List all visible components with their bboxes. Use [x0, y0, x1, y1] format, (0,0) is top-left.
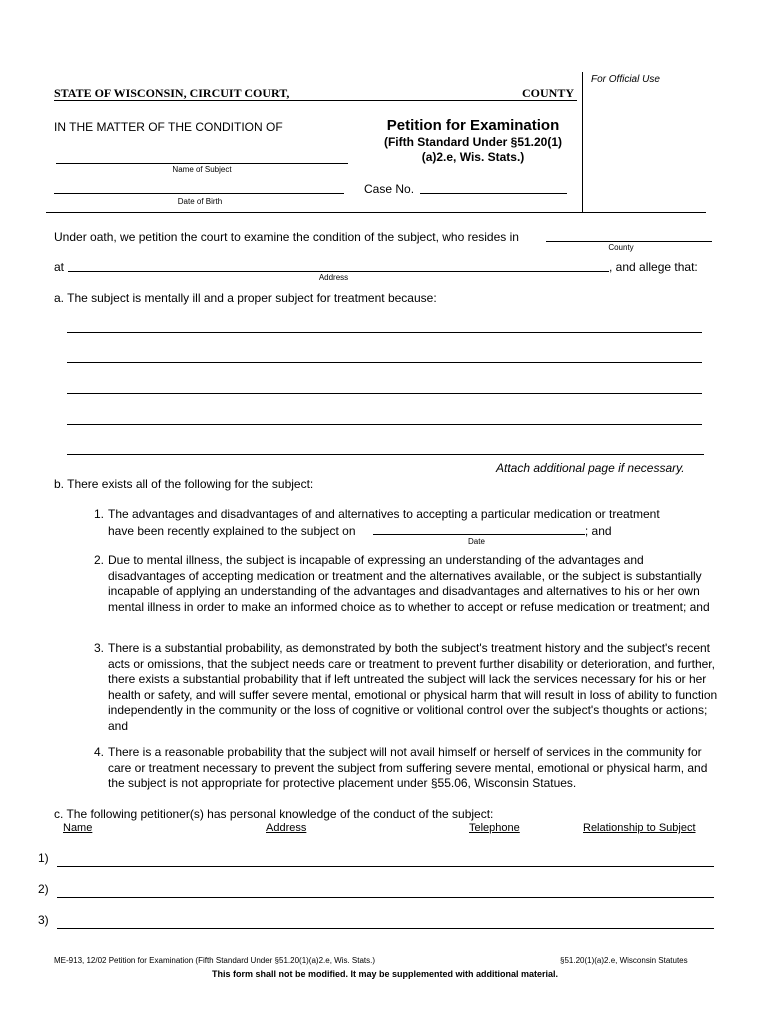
header-divider: [46, 212, 706, 213]
item-b4-number: 4.: [94, 745, 105, 759]
case-no-label: Case No.: [364, 182, 415, 196]
explained-date-field[interactable]: [373, 523, 585, 535]
item-b1-number: 1.: [94, 507, 105, 521]
page-subtitle-1: (Fifth Standard Under §51.20(1): [383, 135, 563, 149]
oath-text: Under oath, we petition the court to examine the condition of the subject, who resides in: [54, 230, 519, 244]
date-sublabel: Date: [468, 537, 485, 546]
county-label: COUNTY: [522, 86, 575, 100]
col-address-header: Address: [266, 822, 307, 834]
item-b2-text: Due to mental illness, the subject is incapable of expressing an understanding of the advantages and disadvantages of accepting medication or treatment and the alternatives available, or the subject is substantially incapable of applying an understanding of the advantages and disadvantages and alternatives to his or her own mental illness in order to make an informed choice as to whether to accept or refuse medication or treatment; and: [108, 553, 710, 614]
petitioner-row-1-field[interactable]: [57, 866, 714, 867]
reason-line-2[interactable]: [67, 362, 702, 363]
petitioner-row-2-label: 2): [38, 882, 49, 896]
item-b1-line1: The advantages and disadvantages of and alternatives to accepting a particular medication or treatment: [108, 507, 660, 521]
official-use-label: For Official Use: [591, 74, 660, 85]
dob-label: Date of Birth: [177, 197, 223, 206]
footer-form-id: ME-913, 12/02 Petition for Examination (Fifth Standard Under §51.20(1)(a)2.e, Wis. Stats.): [54, 956, 376, 965]
col-name-header: Name: [63, 822, 93, 834]
at-label: at: [54, 260, 65, 274]
attach-note: Attach additional page if necessary.: [496, 461, 685, 475]
item-b2: [94, 553, 724, 615]
item-b4-text: There is a reasonable probability that the subject will not avail himself or herself of services in the community for care or treatment necessary to prevent the subject from suffering severe mental, emotional or physical harm, and the subject is not appropriate for protective placement under §55.06, Wisconsin Statues.: [108, 745, 708, 791]
col-relationship-header: Relationship to Subject: [583, 822, 696, 834]
item-b3-number: 3.: [94, 641, 105, 655]
col-telephone-header: Telephone: [469, 822, 520, 834]
item-a-text: a. The subject is mentally ill and a proper subject for treatment because:: [54, 291, 437, 305]
page-subtitle-2: (a)2.e, Wis. Stats.): [421, 150, 525, 164]
petitioner-row-1-label: 1): [38, 851, 49, 865]
item-b1-line2: have been recently explained to the subject on: [108, 523, 356, 538]
page-title: Petition for Examination: [386, 117, 560, 134]
county-field[interactable]: [546, 241, 712, 242]
reason-line-3[interactable]: [67, 393, 702, 394]
footer-notice: This form shall not be modified. It may be supplemented with additional material.: [211, 969, 559, 979]
item-b4: [94, 745, 724, 792]
subject-name-label: Name of Subject: [172, 165, 232, 174]
item-b2-number: 2.: [94, 553, 105, 567]
address-field[interactable]: [68, 271, 609, 272]
petitioner-row-3-label: 3): [38, 913, 49, 927]
reason-line-5[interactable]: [67, 454, 704, 455]
county-sublabel: County: [608, 243, 634, 252]
reason-line-1[interactable]: [67, 332, 702, 333]
court-line: [54, 100, 577, 101]
item-b3-text: There is a substantial probability, as demonstrated by both the subject's treatment history and the subject's recent acts or omissions, that the subject needs care or treatment to prevent further disability or deterioration, and further, there exists a substantial probability that if left untreated the subject will lack the services necessary for his or her health or safety, and will suffer severe mental, emotional or physical harm that will result in loss of ability to function independently in the community or the loss of cognitive or volitional control over the subject's thoughts or actions; and: [108, 641, 718, 733]
case-no-field[interactable]: [420, 193, 567, 194]
petitioner-row-3-field[interactable]: [57, 928, 714, 929]
subject-name-field[interactable]: [56, 163, 348, 164]
dob-field[interactable]: [54, 193, 344, 194]
item-b-text: b. There exists all of the following for the subject:: [54, 477, 314, 491]
matter-label: IN THE MATTER OF THE CONDITION OF: [54, 120, 283, 134]
address-sublabel: Address: [318, 273, 349, 282]
item-b1: [94, 507, 724, 539]
petitioner-row-2-field[interactable]: [57, 897, 714, 898]
footer-statute: §51.20(1)(a)2.e, Wisconsin Statutes: [560, 956, 688, 965]
item-b3: [94, 641, 724, 735]
item-c-text: c. The following petitioner(s) has personal knowledge of the conduct of the subject:: [54, 807, 494, 821]
item-b1-end: ; and: [584, 523, 612, 538]
allege-text: , and allege that:: [609, 260, 698, 274]
court-name: STATE OF WISCONSIN, CIRCUIT COURT,: [54, 86, 290, 100]
reason-line-4[interactable]: [67, 424, 702, 425]
